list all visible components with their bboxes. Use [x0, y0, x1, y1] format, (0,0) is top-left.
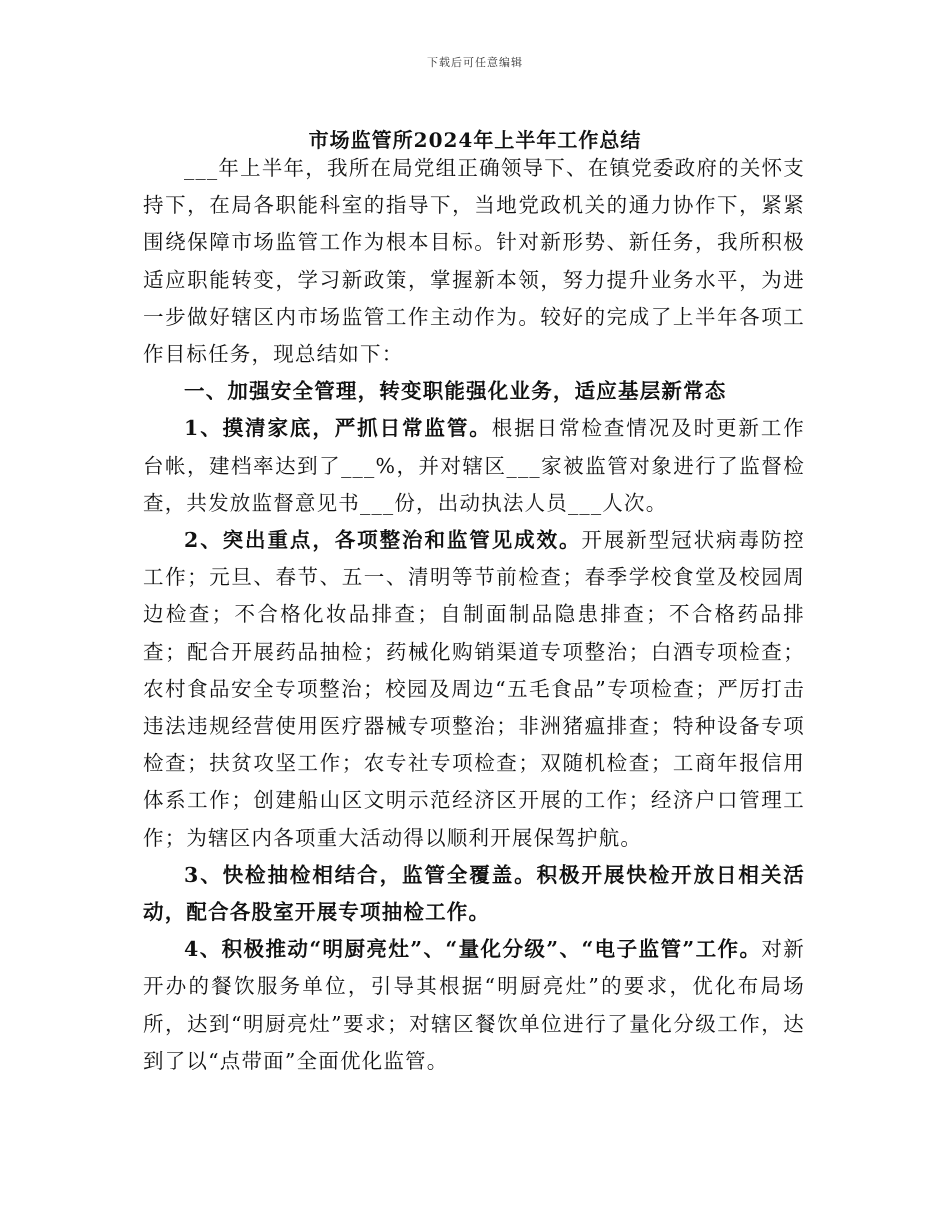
section-1-heading: 一、加强安全管理，转变职能强化业务，适应基层新常态	[184, 379, 727, 404]
item-3-paragraph: 3、快检抽检相结合，监管全覆盖。积极开展快检开放日相关活动，配合各股室开展专项抽检工作。	[143, 862, 805, 925]
header-note: 下载后可任意编辑	[427, 56, 523, 69]
intro-paragraph: ___年上半年，我所在局党组正确领导下、在镇党委政府的关怀支持下，在局各职能科室的指导下，当地党政机关的通力协作下，紧紧围绕保障市场监管工作为根本目标。针对新形势、新任务，我所积极适应职能转变，学习新政策，掌握新本领，努力提升业务水平，为进一步做好辖区内市场监管工作主动作为。较好的完成了上半年各项工作目标任务，现总结如下：	[143, 156, 805, 367]
document-title: 市场监管所2024年上半年工作总结	[308, 128, 642, 152]
item-2-text: 开展新型冠状病毒防控工作；元旦、春节、五一、清明等节前检查；春季学校食堂及校园周边检查；不合格化妆品排查；自制面制品隐患排查；不合格药品排查；配合开展药品抽检；药械化购销渠道专项整治；白酒专项检查；农村食品安全专项整治；校园及周边“五毛食品”专项检查；严厉打击违法违规经营使用医疗器械专项整治；非洲猪瘟排查；特种设备专项检查；扶贫攻坚工作；农专社专项检查；双随机检查；工商年报信用体系工作；创建船山区文明示范经济区开展的工作；经济户口管理工作；为辖区内各项重大活动得以顺利开展保驾护航。	[143, 528, 805, 850]
document-body	[143, 150, 805, 1080]
item-4-text: 对新开办的餐饮服务单位，引导其根据“明厨亮灶”的要求，优化布局场所，达到“明厨亮灶”要求；对辖区餐饮单位进行了量化分级工作，达到了以“点带面”全面优化监管。	[143, 937, 806, 1073]
item-2-lead: 2、突出重点，各项整治和监管见成效。	[184, 528, 582, 553]
item-1-text: 根据日常检查情况及时更新工作台帐，建档率达到了___%，并对辖区___家被监管对象进行了监督检查，共发放监督意见书___份，出动执法人员___人次。	[143, 416, 805, 515]
item-4-lead: 4、积极推动“明厨亮灶”、“量化分级”、“电子监管”工作。	[184, 937, 762, 962]
item-2-paragraph	[143, 522, 805, 857]
item-4-paragraph	[143, 931, 805, 1080]
item-1-lead: 1、摸清家底，严抓日常监管。	[184, 416, 492, 441]
item-1-paragraph	[143, 410, 805, 522]
